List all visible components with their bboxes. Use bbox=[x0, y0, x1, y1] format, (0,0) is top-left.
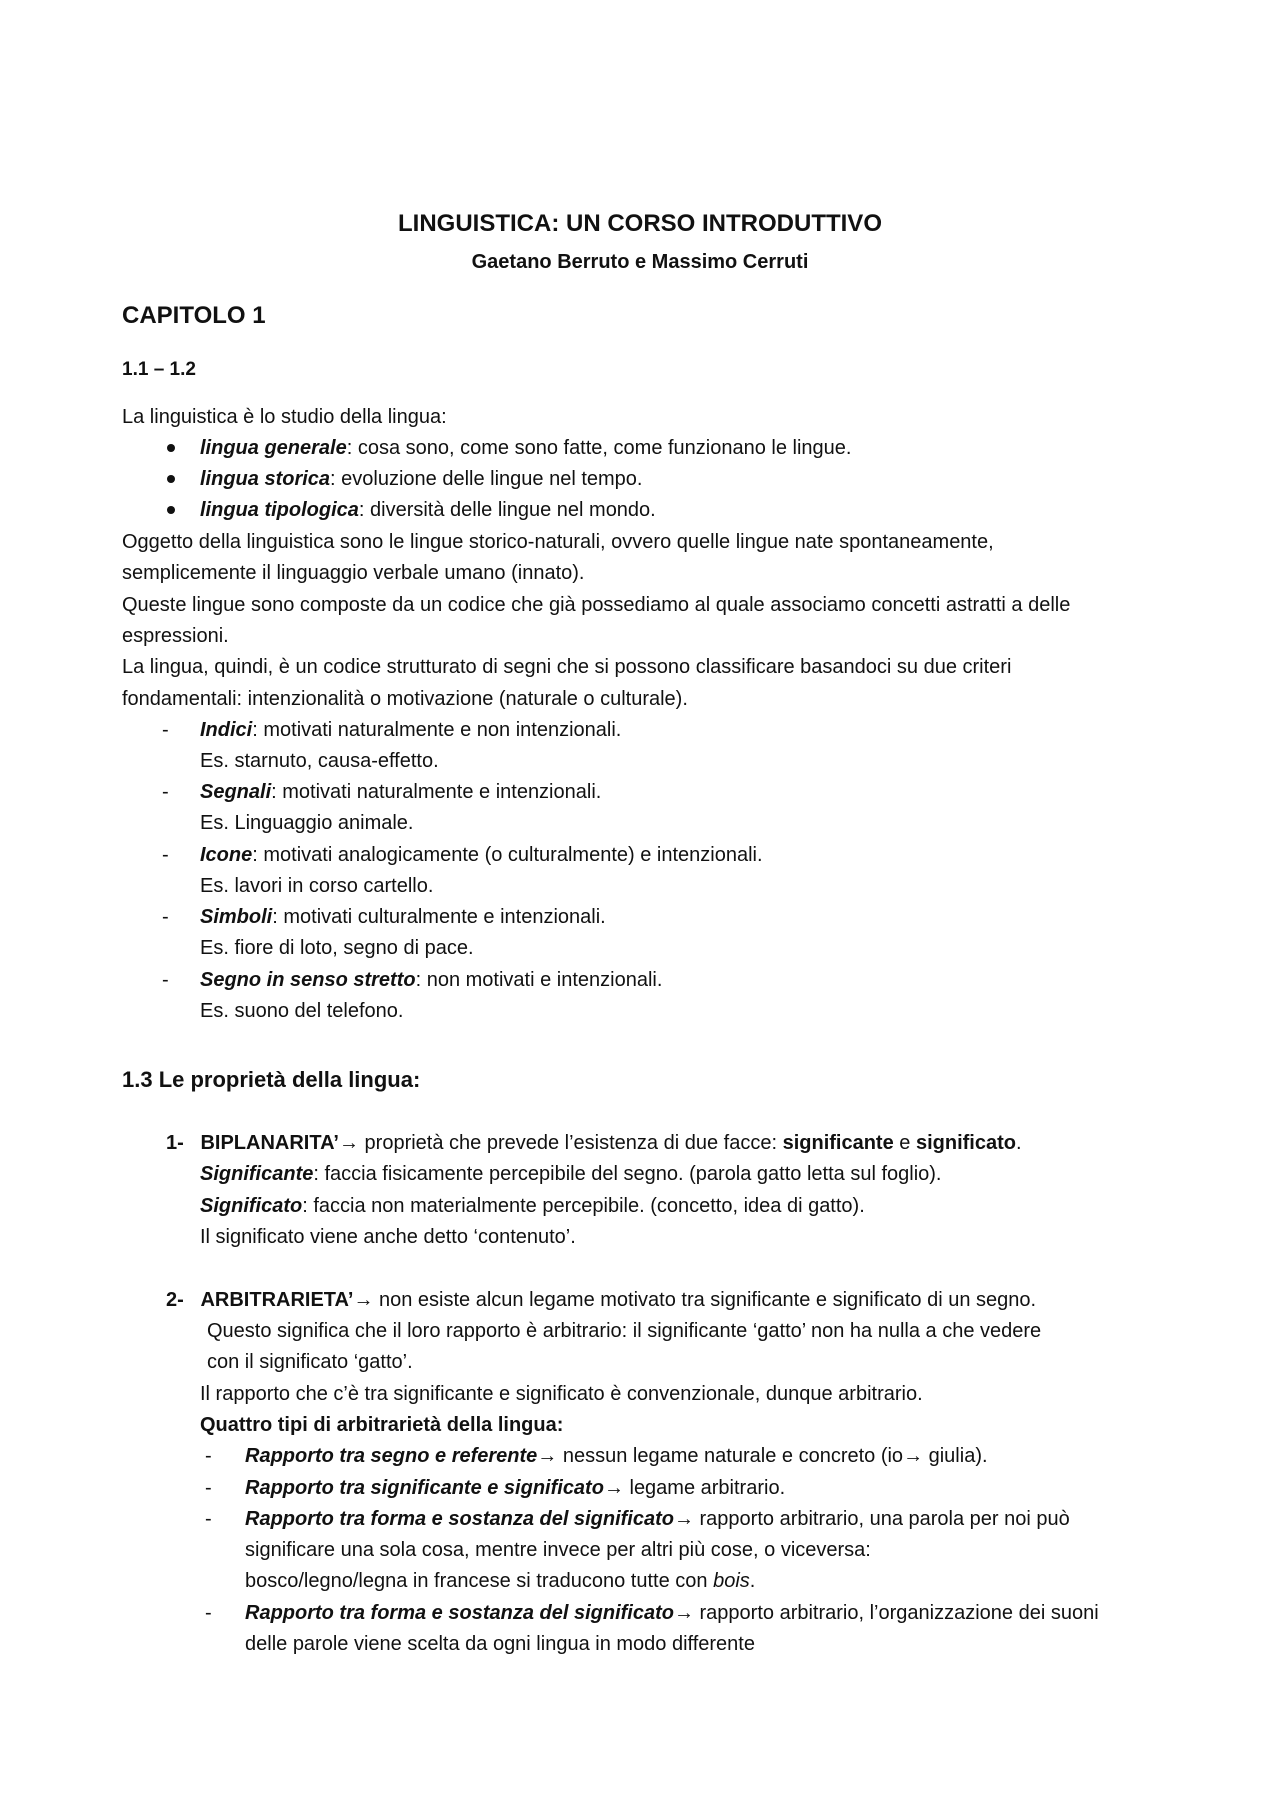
paragraph-line: Questo significa che il loro rapporto è arbitrario: il significante ‘gatto’ non ha nulla a che vedere bbox=[207, 1320, 1042, 1342]
list-item: lingua tipologica: diversità delle lingue nel mondo. bbox=[200, 499, 656, 521]
section-heading: 1.3 Le proprietà della lingua: bbox=[122, 1067, 421, 1092]
paragraph-line: La lingua, quindi, è un codice strutturato di segni che si possono classificare basandoci su due criteri bbox=[122, 656, 1012, 678]
paragraph-line: con il significato ‘gatto’. bbox=[207, 1351, 413, 1373]
example-line: Es. suono del telefono. bbox=[200, 1000, 404, 1022]
example-line: Es. Linguaggio animale. bbox=[200, 812, 414, 834]
document-title: LINGUISTICA: UN CORSO INTRODUTTIVO bbox=[398, 210, 882, 237]
list-item: lingua generale: cosa sono, come sono fatte, come funzionano le lingue. bbox=[200, 437, 852, 459]
paragraph-line: semplicemente il linguaggio verbale umano (innato). bbox=[122, 562, 585, 584]
bullet-dot bbox=[167, 444, 175, 452]
list-item: Rapporto tra forma e sostanza del significato→ rapporto arbitrario, l’organizzazione dei suoni bbox=[245, 1602, 1099, 1624]
list-item: Indici: motivati naturalmente e non intenzionali. bbox=[200, 719, 622, 741]
list-item: Segno in senso stretto: non motivati e intenzionali. bbox=[200, 969, 663, 991]
list-item: Icone: motivati analogicamente (o culturalmente) e intenzionali. bbox=[200, 844, 763, 866]
dash-marker: - bbox=[205, 1602, 212, 1624]
example-line: Es. fiore di loto, segno di pace. bbox=[200, 937, 474, 959]
paragraph-line: Queste lingue sono composte da un codice che già possediamo al quale associamo concetti astratti a delle bbox=[122, 594, 1071, 616]
intro-line: La linguistica è lo studio della lingua: bbox=[122, 406, 447, 428]
dash-marker: - bbox=[162, 719, 169, 741]
property-1-line: 1- BIPLANARITA’→ proprietà che prevede l’esistenza di due facce: significante e significato. bbox=[166, 1132, 1022, 1154]
paragraph-line: Significante: faccia fisicamente percepibile del segno. (parola gatto letta sul foglio). bbox=[200, 1163, 942, 1185]
list-item: Rapporto tra forma e sostanza del significato→ rapporto arbitrario, una parola per noi può bbox=[245, 1508, 1070, 1530]
bullet-dot bbox=[167, 506, 175, 514]
property-2-line: 2- ARBITRARIETA’→ non esiste alcun legame motivato tra significante e significato di un segno. bbox=[166, 1289, 1037, 1311]
paragraph-line: bosco/legno/legna in francese si traducono tutte con bois. bbox=[245, 1570, 756, 1592]
example-line: Es. lavori in corso cartello. bbox=[200, 875, 434, 897]
dash-marker: - bbox=[162, 844, 169, 866]
example-line: Es. starnuto, causa-effetto. bbox=[200, 750, 439, 772]
dash-marker: - bbox=[162, 906, 169, 928]
dash-marker: - bbox=[205, 1445, 212, 1467]
list-item: Segnali: motivati naturalmente e intenzionali. bbox=[200, 781, 602, 803]
document-authors: Gaetano Berruto e Massimo Cerruti bbox=[471, 251, 809, 273]
list-item: Simboli: motivati culturalmente e intenzionali. bbox=[200, 906, 606, 928]
list-item: Rapporto tra significante e significato→ legame arbitrario. bbox=[245, 1477, 786, 1499]
bullet-dot bbox=[167, 475, 175, 483]
paragraph-line: fondamentali: intenzionalità o motivazione (naturale o culturale). bbox=[122, 688, 688, 710]
chapter-heading: CAPITOLO 1 bbox=[122, 302, 266, 329]
section-subheading: 1.1 – 1.2 bbox=[122, 359, 196, 380]
list-item: lingua storica: evoluzione delle lingue nel tempo. bbox=[200, 468, 643, 490]
subsection-label: Quattro tipi di arbitrarietà della lingua: bbox=[200, 1414, 564, 1436]
paragraph-line: Il significato viene anche detto ‘contenuto’. bbox=[200, 1226, 576, 1248]
paragraph-line: delle parole viene scelta da ogni lingua in modo differente bbox=[245, 1633, 755, 1655]
list-item: Rapporto tra segno e referente→ nessun legame naturale e concreto (io→ giulia). bbox=[245, 1445, 988, 1467]
paragraph-line: Significato: faccia non materialmente percepibile. (concetto, idea di gatto). bbox=[200, 1195, 865, 1217]
paragraph-line: significare una sola cosa, mentre invece per altri più cose, o viceversa: bbox=[245, 1539, 871, 1561]
paragraph-line: Oggetto della linguistica sono le lingue storico-naturali, ovvero quelle lingue nate spontaneamente, bbox=[122, 531, 994, 553]
paragraph-line: Il rapporto che c’è tra significante e significato è convenzionale, dunque arbitrario. bbox=[200, 1383, 923, 1405]
dash-marker: - bbox=[205, 1477, 212, 1499]
dash-marker: - bbox=[162, 781, 169, 803]
dash-marker: - bbox=[205, 1508, 212, 1530]
dash-marker: - bbox=[162, 969, 169, 991]
paragraph-line: espressioni. bbox=[122, 625, 229, 647]
